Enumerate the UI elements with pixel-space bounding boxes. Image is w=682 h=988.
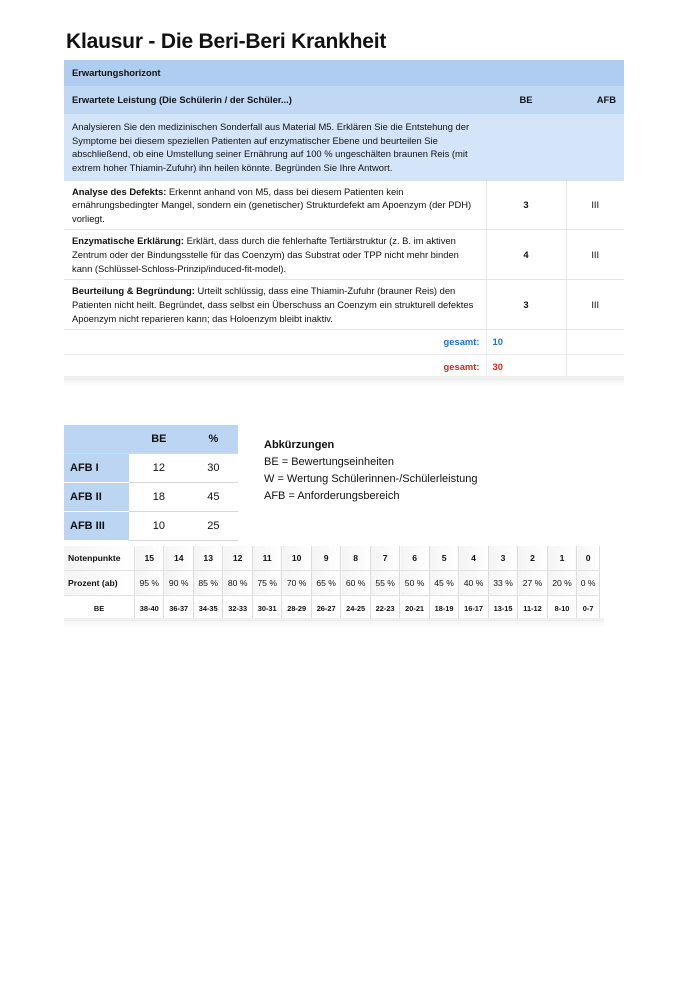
grade-points-cell: 1 xyxy=(547,546,576,571)
afb-header-be: BE xyxy=(129,425,189,454)
criterion-be: 3 xyxy=(486,181,566,230)
grade-percent-cell: 75 % xyxy=(252,571,281,596)
grade-percent-cell: 50 % xyxy=(400,571,429,596)
criterion-afb: III xyxy=(566,280,624,330)
grade-be-cell: 0-7 xyxy=(577,596,600,621)
grade-percent-cell: 65 % xyxy=(311,571,340,596)
expectation-table xyxy=(64,60,624,380)
criterion-label: Beurteilung & Begründung: xyxy=(72,285,195,297)
grade-be-cell: 24-25 xyxy=(341,596,370,621)
afb-row xyxy=(64,512,238,541)
grade-points-cell: 9 xyxy=(311,546,340,571)
grade-be-cell: 22-23 xyxy=(370,596,399,621)
grade-points-cell: 3 xyxy=(488,546,517,571)
total-be-label: gesamt: xyxy=(64,330,486,355)
afb-row-label: AFB II xyxy=(64,483,129,512)
grade-be-cell: 30-31 xyxy=(252,596,281,621)
page-title: Klausur - Die Beri-Beri Krankheit xyxy=(66,30,387,53)
total-afb-value: 30 xyxy=(486,355,566,380)
total-afb-label: gesamt: xyxy=(64,355,486,380)
grade-percent-cell: 60 % xyxy=(341,571,370,596)
grade-percent-cell: 27 % xyxy=(518,571,547,596)
criterion-label: Analyse des Defekts: xyxy=(72,185,167,197)
grade-table-shadow xyxy=(64,618,604,628)
grade-points-cell: 13 xyxy=(193,546,222,571)
grade-percent-label: Prozent (ab) xyxy=(64,571,135,596)
grade-be-cell: 38-40 xyxy=(135,596,164,621)
grade-points-cell: 8 xyxy=(341,546,370,571)
afb-row-percent: 30 xyxy=(189,454,238,483)
criterion-label: Enzymatische Erklärung: xyxy=(72,235,185,247)
table-shadow xyxy=(64,376,624,386)
expectation-heading-row xyxy=(64,60,624,86)
expectation-heading: Erwartungshorizont xyxy=(64,60,624,86)
grade-percent-cell: 40 % xyxy=(459,571,488,596)
afb-row-percent: 45 xyxy=(189,483,238,512)
afb-row xyxy=(64,483,238,512)
grade-percent-cell: 0 % xyxy=(577,571,600,596)
grade-percent-cell: 33 % xyxy=(488,571,517,596)
grade-points-cell: 0 xyxy=(577,546,600,571)
grade-be-cell: 32-33 xyxy=(223,596,252,621)
grade-be-cell: 34-35 xyxy=(193,596,222,621)
criterion-description: Erklärt, dass durch die fehlerhafte Tertiärstruktur (z. B. im aktiven Zentrum oder der Bindungsstelle für das Coenzym) das Substrat oder TPP nicht mehr binden kann (Schlüssel-Schloss-Prinzip/induced-fit-model). xyxy=(72,235,459,274)
grade-points-cell: 14 xyxy=(164,546,193,571)
grade-percent-cell: 70 % xyxy=(282,571,311,596)
grade-points-row xyxy=(64,546,600,571)
abbreviation-line: BE = Bewertungseinheiten xyxy=(264,456,394,468)
total-be-value: 10 xyxy=(486,330,566,355)
criterion-be: 4 xyxy=(486,230,566,280)
criterion-row xyxy=(64,181,624,230)
grade-be-cell: 16-17 xyxy=(459,596,488,621)
afb-row-be: 12 xyxy=(129,454,189,483)
grade-points-cell: 11 xyxy=(252,546,281,571)
task-text: Analysieren Sie den medizinischen Sonderfall aus Material M5. Erklären Sie die Entstehung der Symptome bei diesem speziellen Patienten auf enzymatischer Ebene und beurteilen Sie abschließend, ob eine Umstellung seiner Ernährung auf 100 % ungeschälten braunen Reis (mit extrem hoher Thiamin-Zufuhr) ihn heilen könnte. Begründen Sie Ihre Antwort. xyxy=(64,114,486,181)
abbreviation-line: AFB = Anforderungsbereich xyxy=(264,490,400,502)
grade-percent-cell: 80 % xyxy=(223,571,252,596)
abbreviations-heading: Abkürzungen xyxy=(264,439,335,451)
grade-be-cell: 20-21 xyxy=(400,596,429,621)
grade-percent-row xyxy=(64,571,600,596)
grade-be-cell: 28-29 xyxy=(282,596,311,621)
total-row-be xyxy=(64,330,624,355)
grade-percent-cell: 95 % xyxy=(135,571,164,596)
abbreviations-block xyxy=(264,437,478,505)
criterion-description: Erkennt anhand von M5, dass bei diesem Patienten kein ernährungsbedingter Mangel, sondern ein (genetischer) Strukturdefekt am Apoenzym (der PDH) vorliegt. xyxy=(72,185,472,224)
grade-points-cell: 5 xyxy=(429,546,458,571)
afb-row-be: 18 xyxy=(129,483,189,512)
grade-percent-cell: 90 % xyxy=(164,571,193,596)
column-header-task: Erwartete Leistung (Die Schülerin / der Schüler...) xyxy=(64,86,486,114)
afb-row-be: 10 xyxy=(129,512,189,541)
afb-header-percent: % xyxy=(189,425,238,454)
afb-row-label: AFB III xyxy=(64,512,129,541)
criterion-text xyxy=(64,230,486,280)
grade-percent-cell: 20 % xyxy=(547,571,576,596)
criterion-row xyxy=(64,280,624,330)
column-header-be: BE xyxy=(486,86,566,114)
grade-be-cell: 13-15 xyxy=(488,596,517,621)
afb-row-label: AFB I xyxy=(64,454,129,483)
grade-be-cell: 8-10 xyxy=(547,596,576,621)
grade-points-cell: 7 xyxy=(370,546,399,571)
grade-points-cell: 12 xyxy=(223,546,252,571)
grade-points-cell: 15 xyxy=(135,546,164,571)
afb-row xyxy=(64,454,238,483)
grade-percent-cell: 55 % xyxy=(370,571,399,596)
abbreviation-line: W = Wertung Schülerinnen-/Schülerleistung xyxy=(264,473,478,485)
grade-be-label: BE xyxy=(64,596,135,621)
afb-header-row xyxy=(64,425,238,454)
grade-be-cell: 18-19 xyxy=(429,596,458,621)
grade-points-label: Notenpunkte xyxy=(64,546,135,571)
grade-be-cell: 26-27 xyxy=(311,596,340,621)
column-header-afb: AFB xyxy=(566,86,624,114)
grade-be-row xyxy=(64,596,600,621)
criterion-text xyxy=(64,181,486,230)
criterion-row xyxy=(64,230,624,280)
task-row xyxy=(64,114,624,181)
grade-points-cell: 4 xyxy=(459,546,488,571)
afb-row-percent: 25 xyxy=(189,512,238,541)
criterion-afb: III xyxy=(566,230,624,280)
afb-distribution-table xyxy=(64,425,238,541)
expectation-column-headers xyxy=(64,86,624,114)
criterion-description: Urteilt schlüssig, dass eine Thiamin-Zufuhr (brauner Reis) den Patienten nicht heilt. Begründet, dass selbst ein Überschuss an Coenzym ein strukturell defektes Apoenzym nicht reparieren kann; das Holoenzym bleibt inaktiv. xyxy=(72,285,474,324)
grade-percent-cell: 85 % xyxy=(193,571,222,596)
grade-be-cell: 36-37 xyxy=(164,596,193,621)
grade-be-cell: 11-12 xyxy=(518,596,547,621)
criterion-afb: III xyxy=(566,181,624,230)
grade-points-cell: 6 xyxy=(400,546,429,571)
criterion-be: 3 xyxy=(486,280,566,330)
grade-table xyxy=(64,546,600,621)
criterion-text xyxy=(64,280,486,330)
grade-points-cell: 10 xyxy=(282,546,311,571)
grade-percent-cell: 45 % xyxy=(429,571,458,596)
grade-points-cell: 2 xyxy=(518,546,547,571)
